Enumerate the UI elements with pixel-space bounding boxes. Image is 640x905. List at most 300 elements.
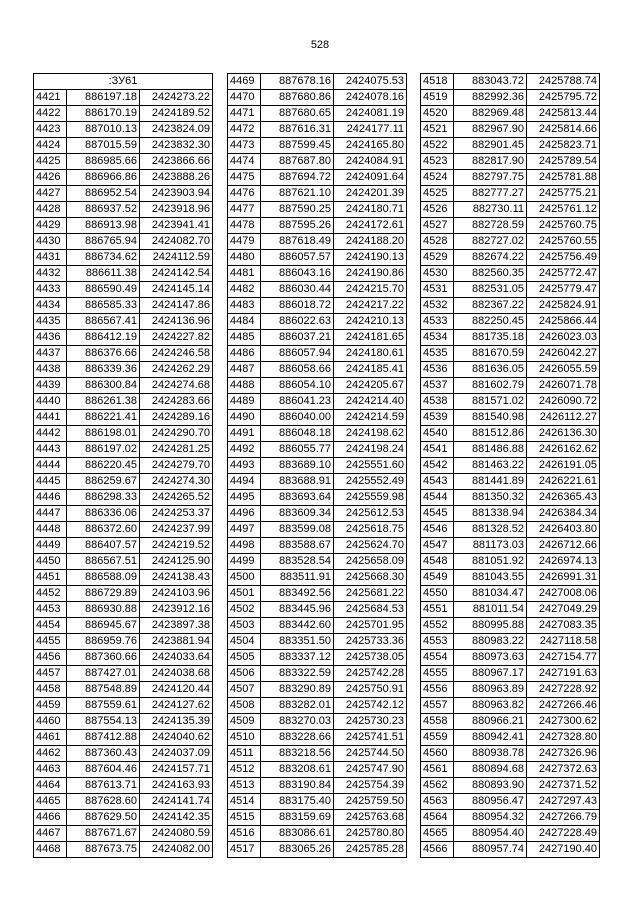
- table-row: [228, 154, 407, 170]
- coordinates-table-2: [227, 73, 407, 858]
- x-coordinate: 886259.67: [67, 474, 140, 490]
- x-coordinate: 883065.26: [261, 842, 334, 858]
- point-number: 4431: [34, 250, 67, 266]
- y-coordinate: 2427328.80: [527, 730, 600, 746]
- coordinates-table-3: [420, 73, 600, 858]
- table-row: [421, 666, 600, 682]
- y-coordinate: 2424188.20: [334, 234, 407, 250]
- y-coordinate: 2425779.47: [527, 282, 600, 298]
- y-coordinate: 2424125.90: [140, 554, 213, 570]
- point-number: 4545: [421, 506, 454, 522]
- x-coordinate: 881670.59: [454, 346, 527, 362]
- y-coordinate: 2424142.35: [140, 810, 213, 826]
- x-coordinate: 887680.86: [261, 90, 334, 106]
- x-coordinate: 883693.64: [261, 490, 334, 506]
- table-row: [228, 650, 407, 666]
- y-coordinate: 2424274.68: [140, 378, 213, 394]
- table-row: [421, 714, 600, 730]
- y-coordinate: 2424180.71: [334, 202, 407, 218]
- point-number: 4480: [228, 250, 261, 266]
- x-coordinate: 887680.65: [261, 106, 334, 122]
- x-coordinate: 886372.60: [67, 522, 140, 538]
- y-coordinate: 2425733.36: [334, 634, 407, 650]
- point-number: 4521: [421, 122, 454, 138]
- point-number: 4533: [421, 314, 454, 330]
- y-coordinate: 2426162.62: [527, 442, 600, 458]
- table-row: [228, 170, 407, 186]
- x-coordinate: 886985.66: [67, 154, 140, 170]
- x-coordinate: 886041.23: [261, 394, 334, 410]
- y-coordinate: 2423912.16: [140, 602, 213, 618]
- point-number: 4520: [421, 106, 454, 122]
- x-coordinate: 886407.57: [67, 538, 140, 554]
- x-coordinate: 881571.02: [454, 394, 527, 410]
- table-row: [228, 138, 407, 154]
- point-number: 4505: [228, 650, 261, 666]
- y-coordinate: 2427266.79: [527, 810, 600, 826]
- point-number: 4464: [34, 778, 67, 794]
- x-coordinate: 887604.46: [67, 762, 140, 778]
- table-row: [421, 298, 600, 314]
- point-number: 4436: [34, 330, 67, 346]
- y-coordinate: 2425744.50: [334, 746, 407, 762]
- y-coordinate: 2426712.66: [527, 538, 600, 554]
- y-coordinate: 2424281.25: [140, 442, 213, 458]
- table-row: [421, 634, 600, 650]
- parcel-header: :ЗУ61: [34, 74, 213, 90]
- y-coordinate: 2426384.34: [527, 506, 600, 522]
- y-coordinate: 2425730.23: [334, 714, 407, 730]
- point-number: 4427: [34, 186, 67, 202]
- point-number: 4433: [34, 282, 67, 298]
- table-row: [421, 90, 600, 106]
- table-row: [421, 186, 600, 202]
- point-number: 4517: [228, 842, 261, 858]
- point-number: 4549: [421, 570, 454, 586]
- point-number: 4512: [228, 762, 261, 778]
- table-row: [228, 122, 407, 138]
- x-coordinate: 886567.41: [67, 314, 140, 330]
- y-coordinate: 2424181.65: [334, 330, 407, 346]
- point-number: 4501: [228, 586, 261, 602]
- y-coordinate: 2426974.13: [527, 554, 600, 570]
- table-row: [421, 506, 600, 522]
- table-row: [228, 266, 407, 282]
- x-coordinate: 881051.92: [454, 554, 527, 570]
- y-coordinate: 2425824.91: [527, 298, 600, 314]
- point-number: 4471: [228, 106, 261, 122]
- table-row: [421, 602, 600, 618]
- table-row: [421, 426, 600, 442]
- y-coordinate: 2425814.66: [527, 122, 600, 138]
- x-coordinate: 882817.90: [454, 154, 527, 170]
- x-coordinate: 880963.89: [454, 682, 527, 698]
- table-row: [421, 154, 600, 170]
- y-coordinate: 2424205.67: [334, 378, 407, 394]
- point-number: 4435: [34, 314, 67, 330]
- y-coordinate: 2424283.66: [140, 394, 213, 410]
- x-coordinate: 880954.32: [454, 810, 527, 826]
- table-row: [34, 442, 213, 458]
- table-row: [228, 538, 407, 554]
- y-coordinate: 2424163.93: [140, 778, 213, 794]
- x-coordinate: 887015.59: [67, 138, 140, 154]
- table-row: [34, 746, 213, 762]
- x-coordinate: 886729.89: [67, 586, 140, 602]
- table-row: [34, 554, 213, 570]
- point-number: 4541: [421, 442, 454, 458]
- y-coordinate: 2426221.61: [527, 474, 600, 490]
- table-row: [421, 314, 600, 330]
- x-coordinate: 887628.60: [67, 794, 140, 810]
- y-coordinate: 2424078.16: [334, 90, 407, 106]
- table-row: [421, 378, 600, 394]
- table-row: [34, 794, 213, 810]
- point-number: 4424: [34, 138, 67, 154]
- y-coordinate: 2424274.30: [140, 474, 213, 490]
- table-row: [228, 74, 407, 90]
- x-coordinate: 882367.22: [454, 298, 527, 314]
- point-number: 4421: [34, 90, 67, 106]
- y-coordinate: 2425738.05: [334, 650, 407, 666]
- point-number: 4491: [228, 426, 261, 442]
- point-number: 4470: [228, 90, 261, 106]
- x-coordinate: 886734.62: [67, 250, 140, 266]
- x-coordinate: 886590.49: [67, 282, 140, 298]
- point-number: 4448: [34, 522, 67, 538]
- table-row: [228, 346, 407, 362]
- y-coordinate: 2424190.13: [334, 250, 407, 266]
- table-row: [228, 602, 407, 618]
- y-coordinate: 2424112.59: [140, 250, 213, 266]
- point-number: 4483: [228, 298, 261, 314]
- y-coordinate: 2424177.11: [334, 122, 407, 138]
- x-coordinate: 880938.78: [454, 746, 527, 762]
- x-coordinate: 886221.41: [67, 410, 140, 426]
- y-coordinate: 2427300.62: [527, 714, 600, 730]
- point-number: 4475: [228, 170, 261, 186]
- table-row: [228, 474, 407, 490]
- y-coordinate: 2425756.49: [527, 250, 600, 266]
- x-coordinate: 886765.94: [67, 234, 140, 250]
- y-coordinate: 2424210.13: [334, 314, 407, 330]
- x-coordinate: 883528.54: [261, 554, 334, 570]
- x-coordinate: 883688.91: [261, 474, 334, 490]
- table-row: [34, 378, 213, 394]
- y-coordinate: 2423866.66: [140, 154, 213, 170]
- point-number: 4530: [421, 266, 454, 282]
- point-number: 4551: [421, 602, 454, 618]
- y-coordinate: 2425761.12: [527, 202, 600, 218]
- point-number: 4497: [228, 522, 261, 538]
- y-coordinate: 2424189.52: [140, 106, 213, 122]
- y-coordinate: 2423918.96: [140, 202, 213, 218]
- y-coordinate: 2423881.94: [140, 634, 213, 650]
- point-number: 4499: [228, 554, 261, 570]
- point-number: 4527: [421, 218, 454, 234]
- table-row: [228, 90, 407, 106]
- point-number: 4454: [34, 618, 67, 634]
- point-number: 4496: [228, 506, 261, 522]
- point-number: 4558: [421, 714, 454, 730]
- table-row: [34, 650, 213, 666]
- y-coordinate: 2424198.24: [334, 442, 407, 458]
- table-row: [228, 746, 407, 762]
- table-row: [228, 826, 407, 842]
- y-coordinate: 2424237.99: [140, 522, 213, 538]
- point-number: 4486: [228, 346, 261, 362]
- y-coordinate: 2424091.64: [334, 170, 407, 186]
- table-row: [228, 506, 407, 522]
- y-coordinate: 2425681.22: [334, 586, 407, 602]
- x-coordinate: 883588.67: [261, 538, 334, 554]
- y-coordinate: 2425781.88: [527, 170, 600, 186]
- x-coordinate: 886030.44: [261, 282, 334, 298]
- point-number: 4489: [228, 394, 261, 410]
- point-number: 4472: [228, 122, 261, 138]
- x-coordinate: 886339.36: [67, 362, 140, 378]
- y-coordinate: 2424265.52: [140, 490, 213, 506]
- table-row: [228, 522, 407, 538]
- y-coordinate: 2425772.47: [527, 266, 600, 282]
- point-number: 4434: [34, 298, 67, 314]
- table-row: [34, 298, 213, 314]
- point-number: 4552: [421, 618, 454, 634]
- x-coordinate: 880967.17: [454, 666, 527, 682]
- x-coordinate: 886376.66: [67, 346, 140, 362]
- table-row: [228, 554, 407, 570]
- y-coordinate: 2424145.14: [140, 282, 213, 298]
- y-coordinate: 2425763.68: [334, 810, 407, 826]
- x-coordinate: 887554.13: [67, 714, 140, 730]
- table-row: [421, 394, 600, 410]
- point-number: 4478: [228, 218, 261, 234]
- table-row: [228, 730, 407, 746]
- point-number: 4444: [34, 458, 67, 474]
- table-row: [421, 266, 600, 282]
- x-coordinate: 886567.51: [67, 554, 140, 570]
- x-coordinate: 883337.12: [261, 650, 334, 666]
- x-coordinate: 882777.27: [454, 186, 527, 202]
- table-row: [228, 762, 407, 778]
- table-row: [34, 618, 213, 634]
- table-row: [34, 266, 213, 282]
- x-coordinate: 880956.47: [454, 794, 527, 810]
- x-coordinate: 886300.84: [67, 378, 140, 394]
- x-coordinate: 882674.22: [454, 250, 527, 266]
- x-coordinate: 881441.89: [454, 474, 527, 490]
- x-coordinate: 886952.54: [67, 186, 140, 202]
- point-number: 4510: [228, 730, 261, 746]
- y-coordinate: 2425701.95: [334, 618, 407, 634]
- table-row: [421, 410, 600, 426]
- table-row: [34, 602, 213, 618]
- table-row: [34, 154, 213, 170]
- x-coordinate: 880894.68: [454, 762, 527, 778]
- table-row: [421, 442, 600, 458]
- table-row: [34, 426, 213, 442]
- point-number: 4455: [34, 634, 67, 650]
- point-number: 4550: [421, 586, 454, 602]
- point-number: 4502: [228, 602, 261, 618]
- x-coordinate: 887427.01: [67, 666, 140, 682]
- point-number: 4441: [34, 410, 67, 426]
- table-row: [34, 346, 213, 362]
- point-number: 4457: [34, 666, 67, 682]
- y-coordinate: 2427154.77: [527, 650, 600, 666]
- table-row: [228, 618, 407, 634]
- y-coordinate: 2425747.90: [334, 762, 407, 778]
- y-coordinate: 2427118.58: [527, 634, 600, 650]
- y-coordinate: 2425788.74: [527, 74, 600, 90]
- y-coordinate: 2424138.43: [140, 570, 213, 586]
- table-row: [421, 458, 600, 474]
- y-coordinate: 2426042.27: [527, 346, 600, 362]
- x-coordinate: 883086.61: [261, 826, 334, 842]
- y-coordinate: 2425823.71: [527, 138, 600, 154]
- x-coordinate: 887687.80: [261, 154, 334, 170]
- point-number: 4463: [34, 762, 67, 778]
- table-row: [421, 810, 600, 826]
- table-row: [421, 698, 600, 714]
- table-header-row: [34, 74, 213, 90]
- point-number: 4516: [228, 826, 261, 842]
- table-row: [34, 538, 213, 554]
- table-row: [228, 186, 407, 202]
- x-coordinate: 887673.75: [67, 842, 140, 858]
- y-coordinate: 2425785.28: [334, 842, 407, 858]
- point-number: 4482: [228, 282, 261, 298]
- point-number: 4515: [228, 810, 261, 826]
- point-number: 4456: [34, 650, 67, 666]
- y-coordinate: 2424273.22: [140, 90, 213, 106]
- table-row: [228, 778, 407, 794]
- table-row: [228, 810, 407, 826]
- point-number: 4565: [421, 826, 454, 842]
- x-coordinate: 883445.96: [261, 602, 334, 618]
- y-coordinate: 2424040.62: [140, 730, 213, 746]
- y-coordinate: 2425750.91: [334, 682, 407, 698]
- y-coordinate: 2424075.53: [334, 74, 407, 90]
- x-coordinate: 886043.16: [261, 266, 334, 282]
- x-coordinate: 882992.36: [454, 90, 527, 106]
- x-coordinate: 886058.66: [261, 362, 334, 378]
- table-row: [421, 170, 600, 186]
- point-number: 4452: [34, 586, 67, 602]
- y-coordinate: 2424201.39: [334, 186, 407, 202]
- point-number: 4509: [228, 714, 261, 730]
- x-coordinate: 887595.26: [261, 218, 334, 234]
- point-number: 4566: [421, 842, 454, 858]
- point-number: 4543: [421, 474, 454, 490]
- x-coordinate: 881602.79: [454, 378, 527, 394]
- point-number: 4524: [421, 170, 454, 186]
- point-number: 4476: [228, 186, 261, 202]
- x-coordinate: 881043.55: [454, 570, 527, 586]
- point-number: 4529: [421, 250, 454, 266]
- x-coordinate: 883322.59: [261, 666, 334, 682]
- x-coordinate: 886959.76: [67, 634, 140, 650]
- point-number: 4459: [34, 698, 67, 714]
- y-coordinate: 2425813.44: [527, 106, 600, 122]
- y-coordinate: 2424081.19: [334, 106, 407, 122]
- y-coordinate: 2423832.30: [140, 138, 213, 154]
- y-coordinate: 2427228.92: [527, 682, 600, 698]
- x-coordinate: 883689.10: [261, 458, 334, 474]
- y-coordinate: 2425742.28: [334, 666, 407, 682]
- y-coordinate: 2424082.70: [140, 234, 213, 250]
- x-coordinate: 880893.90: [454, 778, 527, 794]
- point-number: 4548: [421, 554, 454, 570]
- point-number: 4531: [421, 282, 454, 298]
- table-row: [228, 314, 407, 330]
- x-coordinate: 882560.35: [454, 266, 527, 282]
- table-row: [34, 826, 213, 842]
- table-row: [34, 634, 213, 650]
- x-coordinate: 883218.56: [261, 746, 334, 762]
- y-coordinate: 2426991.31: [527, 570, 600, 586]
- y-coordinate: 2425795.72: [527, 90, 600, 106]
- y-coordinate: 2427008.06: [527, 586, 600, 602]
- point-number: 4564: [421, 810, 454, 826]
- point-number: 4428: [34, 202, 67, 218]
- x-coordinate: 883492.56: [261, 586, 334, 602]
- y-coordinate: 2424103.96: [140, 586, 213, 602]
- point-number: 4458: [34, 682, 67, 698]
- table-row: [34, 698, 213, 714]
- x-coordinate: 883282.01: [261, 698, 334, 714]
- table-row: [34, 714, 213, 730]
- point-number: 4523: [421, 154, 454, 170]
- y-coordinate: 2427191.63: [527, 666, 600, 682]
- x-coordinate: 881540.98: [454, 410, 527, 426]
- table-row: [228, 490, 407, 506]
- point-number: 4504: [228, 634, 261, 650]
- table-row: [34, 762, 213, 778]
- x-coordinate: 887616.31: [261, 122, 334, 138]
- y-coordinate: 2425552.49: [334, 474, 407, 490]
- point-number: 4513: [228, 778, 261, 794]
- x-coordinate: 883609.34: [261, 506, 334, 522]
- x-coordinate: 887360.43: [67, 746, 140, 762]
- x-coordinate: 886945.67: [67, 618, 140, 634]
- table-row: [34, 730, 213, 746]
- table-row: [34, 586, 213, 602]
- table-row: [34, 394, 213, 410]
- table-row: [34, 122, 213, 138]
- x-coordinate: 881338.94: [454, 506, 527, 522]
- table-row: [228, 298, 407, 314]
- y-coordinate: 2427266.46: [527, 698, 600, 714]
- y-coordinate: 2424253.37: [140, 506, 213, 522]
- x-coordinate: 886057.94: [261, 346, 334, 362]
- y-coordinate: 2424217.22: [334, 298, 407, 314]
- x-coordinate: 880957.74: [454, 842, 527, 858]
- table-row: [421, 234, 600, 250]
- y-coordinate: 2423897.38: [140, 618, 213, 634]
- x-coordinate: 883442.60: [261, 618, 334, 634]
- y-coordinate: 2424246.58: [140, 346, 213, 362]
- y-coordinate: 2425742.12: [334, 698, 407, 714]
- y-coordinate: 2424037.09: [140, 746, 213, 762]
- y-coordinate: 2426023.03: [527, 330, 600, 346]
- point-number: 4422: [34, 106, 67, 122]
- table-row: [421, 538, 600, 554]
- table-row: [228, 714, 407, 730]
- y-coordinate: 2425760.75: [527, 218, 600, 234]
- x-coordinate: 886197.02: [67, 442, 140, 458]
- y-coordinate: 2427297.43: [527, 794, 600, 810]
